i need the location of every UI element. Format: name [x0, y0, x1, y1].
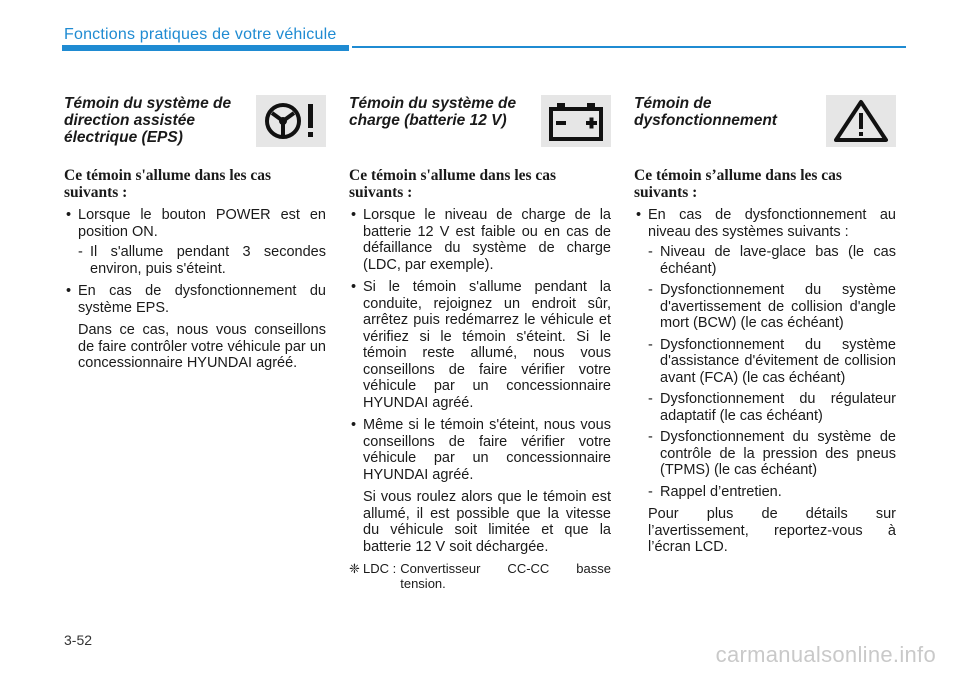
intro-text: Ce témoin s’allume dans les cas suivants : — [634, 167, 842, 201]
note-symbol: ❈ — [349, 561, 360, 576]
paragraph: Pour plus de détails sur l’avertissement, reportez-vous à l’écran LCD. — [648, 506, 896, 555]
intro-text: Ce témoin s'allume dans les cas suivants : — [349, 167, 557, 201]
paragraph: Dans ce cas, nous vous conseillons de faire contrôler votre véhicule par un concessionnaire HYUNDAI agréé. — [78, 322, 326, 371]
list-item: • Si le témoin s'allume pendant la conduite, rejoignez un endroit sûr, arrêtez puis redémarrez le véhicule et vérifiez si le témoin s'éteint. Si le témoin reste allumé, nous vous conseillons de faire vérifier votre véhicule par un concessionnaire HYUNDAI agréé. — [349, 279, 611, 411]
list-item: - Il s'allume pendant 3 secondes environ, puis s'éteint. — [78, 244, 326, 277]
header-rule — [352, 46, 906, 48]
battery-icon — [541, 95, 611, 147]
list-item: - Rappel d’entretien. — [648, 484, 896, 501]
section-eps — [64, 95, 326, 378]
list-item: - Dysfonctionnement du régulateur adaptatif (le cas échéant) — [648, 391, 896, 424]
list-item: - Niveau de lave-glace bas (le cas échéant) — [648, 244, 896, 277]
list-item: • Même si le témoin s'éteint, nous vous conseillons de faire vérifier votre véhicule par un concessionnaire HYUNDAI agréé. Si vous roulez alors que le témoin est allumé, il est possible que la vitesse du véhicule soit limitée et que la batterie 12 V soit déchargée. — [349, 417, 611, 555]
section-title: Témoin du système de direction assistée électrique (EPS) — [64, 95, 232, 146]
paragraph: Si vous roulez alors que le témoin est allumé, il est possible que la vitesse du véhicule soit limitée et que la batterie 12 V soit déchargée. — [363, 489, 611, 555]
section-title: Témoin de dysfonctionnement — [634, 95, 777, 129]
list-item: - Dysfonctionnement du système de contrôle de la pression des pneus (TPMS) (le cas échéant) — [648, 429, 896, 479]
list-item: • En cas de dysfonctionnement au niveau des systèmes suivants : - Niveau de lave-glace bas (le cas échéant) - Dysfonctionnement du système d'avertissement de collision d'angle mort (BCW) (le cas échéant) - Dysfonctionnement du système d'assistance d'évitement de collision avant (FCA) (le cas échéant) - Dysfonctionnement du régulateur adaptatif (le cas échéant) - Dysfonctionnement du système de contrôle de la pression des pneus (TPMS) (le cas échéant) - Rappel d’entretien. Pour plus de détails sur l’avertissement, reportez-vous à l’écran LCD. — [634, 207, 896, 556]
warning-triangle-icon — [826, 95, 896, 147]
section-title: Témoin du système de charge (batterie 12 V) — [349, 95, 517, 129]
section-malfunction — [634, 95, 896, 562]
list-item: • En cas de dysfonctionnement du système EPS. Dans ce cas, nous vous conseillons de faire contrôler votre véhicule par un concessionnaire HYUNDAI agréé. — [64, 283, 326, 372]
intro-text: Ce témoin s'allume dans les cas suivants : — [64, 167, 272, 201]
list-item: • Lorsque le bouton POWER est en position ON. - Il s'allume pendant 3 secondes environ, puis s'éteint. — [64, 207, 326, 277]
note-text: Convertisseur CC-CC basse tension. — [400, 561, 611, 591]
note-abbr: LDC : — [363, 561, 397, 576]
footnote — [349, 561, 611, 591]
eps-warning-icon — [256, 95, 326, 147]
list-item: • Lorsque le niveau de charge de la batterie 12 V est faible ou en cas de défaillance du système de charge (LDC, par exemple). — [349, 207, 611, 273]
section-charge — [349, 95, 611, 591]
page-number: 3-52 — [64, 632, 93, 648]
header-bar — [62, 45, 349, 51]
watermark: carmanualsonline.info — [715, 642, 936, 667]
header-title: Fonctions pratiques de votre véhicule — [64, 26, 337, 43]
list-item: - Dysfonctionnement du système d'avertissement de collision d'angle mort (BCW) (le cas échéant) — [648, 282, 896, 332]
list-item: - Dysfonctionnement du système d'assistance d'évitement de collision avant (FCA) (le cas échéant) — [648, 337, 896, 387]
